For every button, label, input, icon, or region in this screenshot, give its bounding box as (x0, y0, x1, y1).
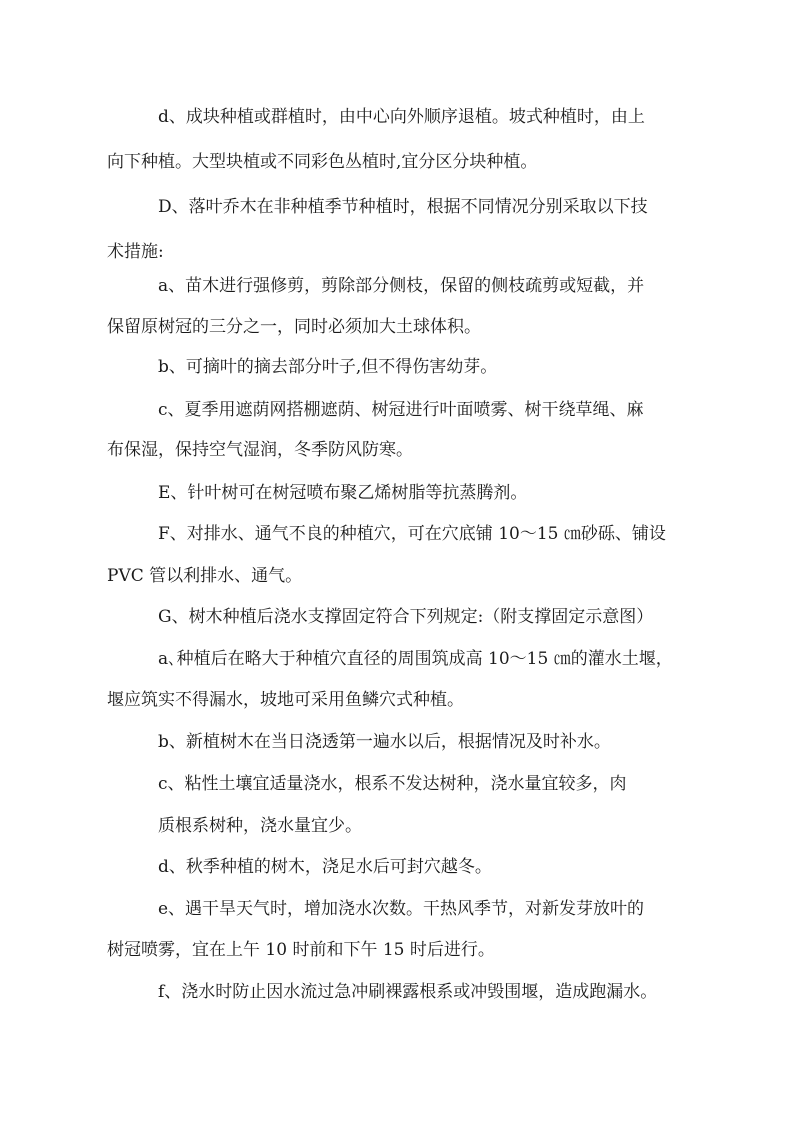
paragraph-line: c、夏季用遮荫网搭棚遮荫、树冠进行叶面喷雾、树干绕草绳、麻 (158, 400, 644, 420)
paragraph-line: F、对排水、通气不良的种植穴，可在穴底铺 10～15 ㎝砂砾、铺设 (158, 524, 666, 544)
paragraph-line: PVC 管以利排水、通气。 (107, 566, 303, 586)
paragraph-line: 质根系树种，浇水量宜少。 (158, 816, 362, 836)
paragraph-line: 向下种植。大型块植或不同彩色丛植时,宜分区分块种植。 (107, 152, 538, 172)
paragraph-line: G、树木种植后浇水支撑固定符合下列规定:（附支撑固定示意图） (158, 607, 654, 627)
paragraph-line: d、成块种植或群植时，由中心向外顺序退植。坡式种植时，由上 (158, 107, 645, 127)
paragraph-line: E、针叶树可在树冠喷布聚乙烯树脂等抗蒸腾剂。 (158, 483, 528, 503)
paragraph-line: f、浇水时防止因水流过急冲刷裸露根系或冲毁围堰，造成跑漏水。 (158, 982, 658, 1002)
paragraph-line: 术措施: (107, 242, 164, 262)
paragraph-line: D、落叶乔木在非种植季节种植时，根据不同情况分别采取以下技 (158, 197, 648, 217)
paragraph-line: a、苗木进行强修剪，剪除部分侧枝，保留的侧枝疏剪或短截，并 (158, 276, 645, 296)
paragraph-line: e、遇干旱天气时，增加浇水次数。干热风季节，对新发芽放叶的 (158, 899, 645, 919)
paragraph-line: b、新植树木在当日浇透第一遍水以后，根据情况及时补水。 (158, 732, 611, 752)
paragraph-line: d、秋季种植的树木，浇足水后可封穴越冬。 (158, 857, 492, 877)
paragraph-line: c、粘性土壤宜适量浇水，根系不发达树种，浇水量宜较多，肉 (158, 774, 627, 794)
paragraph-line: 堰应筑实不得漏水，坡地可采用鱼鳞穴式种植。 (107, 690, 464, 710)
paragraph-line: b、可摘叶的摘去部分叶子,但不得伤害幼芽。 (158, 357, 498, 377)
paragraph-line: a､种植后在略大于种植穴直径的周围筑成高 10～15 ㎝的灌水土堰， (158, 649, 673, 669)
paragraph-line: 布保湿，保持空气湿润，冬季防风防寒。 (107, 440, 413, 460)
paragraph-line: 树冠喷雾，宜在上午 10 时前和下午 15 时后进行。 (107, 940, 495, 960)
paragraph-line: 保留原树冠的三分之一，同时必须加大土球体积。 (107, 317, 481, 337)
